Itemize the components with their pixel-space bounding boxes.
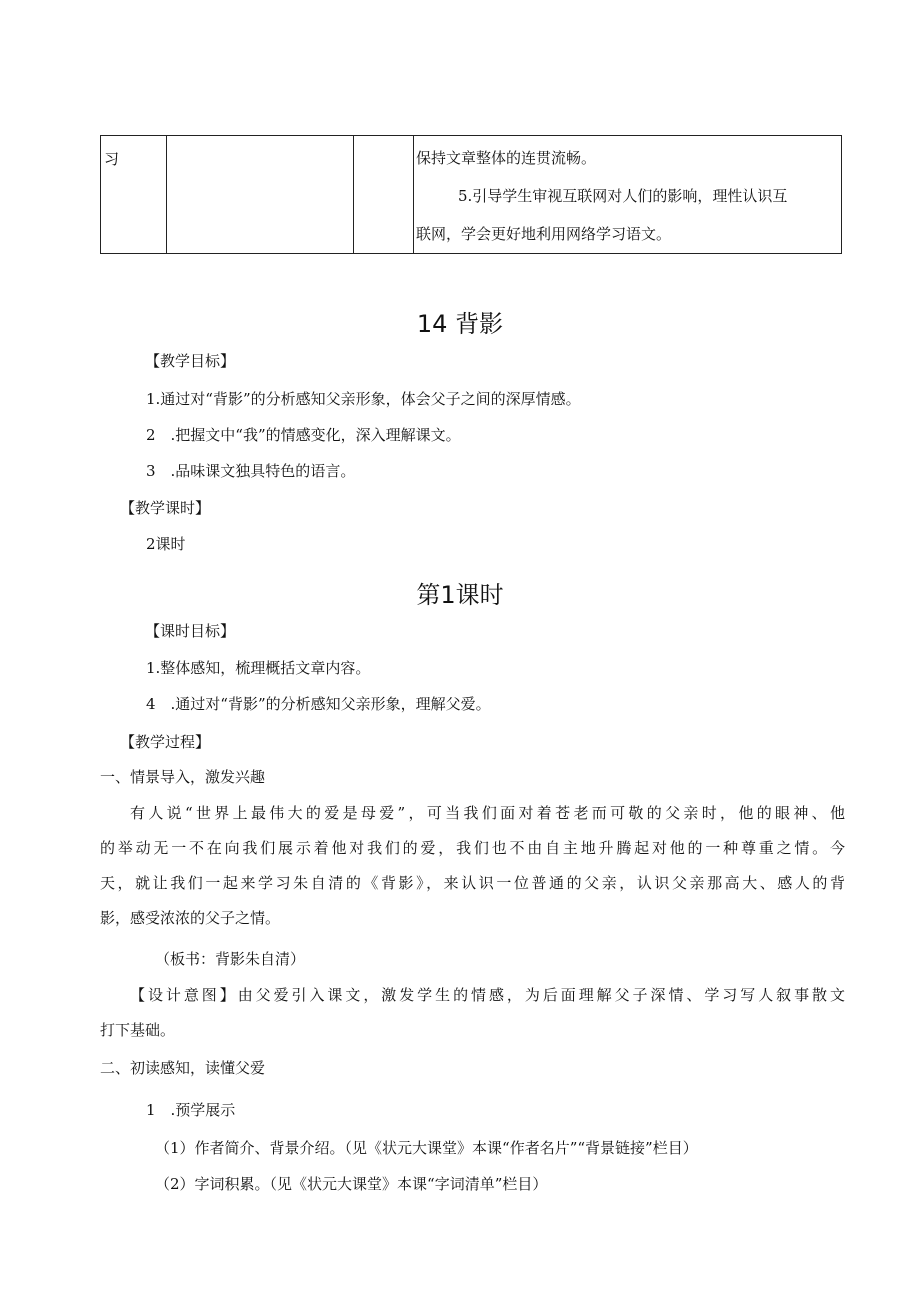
table-text-line: 保持文章整体的连贯流畅。 bbox=[416, 149, 597, 167]
goal-item: 1.通过对“背影”的分析感知父亲形象，体会父子之间的深厚情感。 bbox=[146, 390, 581, 408]
period-goal-item: 1.整体感知，梳理概括文章内容。 bbox=[146, 659, 371, 677]
teaching-hours-heading: 【教学课时】 bbox=[120, 499, 211, 517]
lesson-plan-table bbox=[100, 135, 842, 254]
table-row bbox=[101, 136, 842, 254]
paragraph-line: 的举动无一不在向我们展示着他对我们的爱，我们也不由自主地升腾起对他的一种尊重之情。今 bbox=[100, 839, 845, 857]
paragraph-line: 影，感受浓浓的父子之情。 bbox=[100, 909, 281, 927]
table-cell-label: 习 bbox=[101, 136, 167, 254]
paragraph-line: 有人说“世界上最伟大的爱是母爱”，可当我们面对着苍老而可敬的父亲时，他的眼神、他 bbox=[130, 804, 845, 822]
goal-item: 2 .把握文中“我”的情感变化，深入理解课文。 bbox=[146, 426, 461, 444]
table-text-line: 5.引导学生审视互联网对人们的影响，理性认识互 bbox=[458, 187, 788, 205]
section-heading: 一、情景导入，激发兴趣 bbox=[100, 768, 266, 786]
teaching-process-heading: 【教学过程】 bbox=[120, 733, 211, 751]
board-note: （板书：背影朱自清） bbox=[155, 950, 306, 968]
lesson-title: 14 背影 bbox=[416, 310, 504, 338]
table-cell-empty bbox=[167, 136, 354, 254]
teaching-goals-heading: 【教学目标】 bbox=[145, 352, 236, 370]
period-goals-heading: 【课时目标】 bbox=[145, 622, 236, 640]
sub-item: （2）字词积累。（见《状元大课堂》本课“字词清单”栏目） bbox=[155, 1175, 548, 1193]
period-title: 第1课时 bbox=[416, 581, 504, 609]
design-intent-paragraph bbox=[100, 978, 845, 1048]
section-heading: 二、初读感知，读懂父爱 bbox=[100, 1059, 266, 1077]
step-heading: 1 .预学展示 bbox=[146, 1101, 236, 1119]
paragraph-line: 打下基础。 bbox=[100, 1021, 176, 1039]
intro-paragraph bbox=[100, 796, 845, 936]
paragraph-line: 【设计意图】由父爱引入课文，激发学生的情感，为后面理解父子深情、学习写人叙事散文 bbox=[130, 986, 845, 1004]
sub-item: （1）作者简介、背景介绍。（见《状元大课堂》本课“作者名片”“背景链接”栏目） bbox=[155, 1139, 698, 1157]
table-cell-content bbox=[414, 136, 842, 254]
period-goal-item: 4 .通过对“背影”的分析感知父亲形象，理解父爱。 bbox=[146, 695, 491, 713]
teaching-hours-value: 2课时 bbox=[146, 535, 186, 553]
paragraph-line: 天，就让我们一起来学习朱自清的《背影》，来认识一位普通的父亲，认识父亲那高大、感人的背 bbox=[100, 874, 845, 892]
table-text-line: 联网，学会更好地利用网络学习语文。 bbox=[416, 225, 672, 243]
goal-item: 3 .品味课文独具特色的语言。 bbox=[146, 462, 356, 480]
table-cell-empty bbox=[354, 136, 414, 254]
